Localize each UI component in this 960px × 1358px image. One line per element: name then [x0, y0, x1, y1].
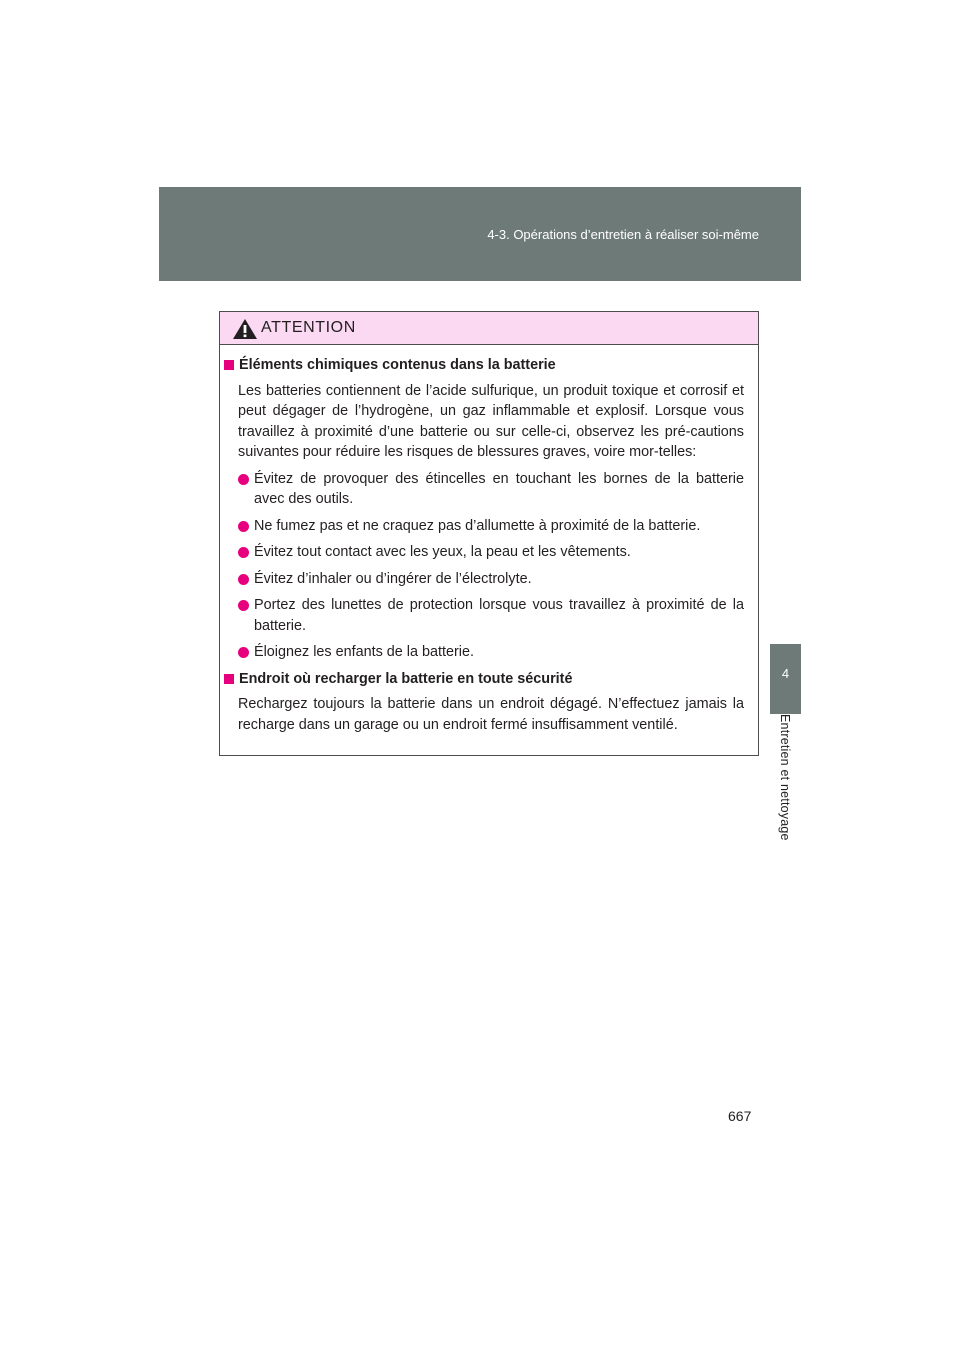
chapter-label: Entretien et nettoyage — [778, 714, 792, 841]
round-bullet-icon — [238, 574, 249, 585]
page-number: 667 — [728, 1108, 752, 1124]
chapter-label-area — [770, 714, 801, 914]
list-item-text: Évitez de provoquer des étincelles en touchant les bornes de la batterie avec des outils. — [254, 470, 744, 507]
chapter-number: 4 — [781, 666, 790, 681]
list-item-text: Portez des lunettes de protection lorsque vous travaillez à proximité de la batterie. — [254, 597, 744, 634]
section-paragraph: Rechargez toujours la batterie dans un endroit dégagé. N’effectuez jamais la recharge dans un garage ou un endroit fermé insuffisamment ventilé. — [238, 696, 744, 733]
round-bullet-icon — [238, 547, 249, 558]
round-bullet-icon — [238, 647, 249, 658]
square-bullet-icon — [224, 674, 234, 684]
section-header-band — [159, 187, 801, 281]
section-heading-text: Éléments chimiques contenus dans la batterie — [239, 357, 556, 373]
list-item — [254, 642, 744, 663]
section-heading — [224, 669, 744, 690]
list-item — [254, 469, 744, 510]
section-heading-text: Endroit où recharger la batterie en toute sécurité — [239, 670, 573, 687]
list-item-text: Éloignez les enfants de la batterie. — [254, 644, 474, 660]
list-item — [254, 542, 744, 563]
section-heading — [224, 355, 744, 376]
list-item-text: Évitez d’inhaler ou d’ingérer de l’électrolyte. — [254, 570, 532, 587]
list-item-text: Ne fumez pas et ne craquez pas d’allumette à proximité de la batterie. — [254, 517, 701, 534]
round-bullet-icon — [238, 600, 249, 611]
round-bullet-icon — [238, 474, 249, 485]
warning-title: ATTENTION — [261, 319, 356, 336]
list-item — [254, 595, 744, 636]
square-bullet-icon — [224, 360, 234, 370]
warning-triangle-icon — [232, 318, 258, 340]
list-item — [254, 569, 744, 590]
section-title: 4-3. Opérations d’entretien à réaliser soi-même — [487, 227, 759, 242]
list-item-text: Évitez tout contact avec les yeux, la peau et les vêtements. — [254, 544, 631, 560]
section-paragraph: Les batteries contiennent de l’acide sulfurique, un produit toxique et corrosif et peut dégager de l’hydrogène, un gaz inflammable et explosif. Lorsque vous travaillez à proximité d’une batterie ou sur celle-ci, observez les pré-cautions suivantes pour réduire les risques de blessures graves, voire mor-telles: — [238, 382, 744, 460]
chapter-side-tab — [770, 644, 801, 914]
list-item — [254, 516, 744, 537]
warning-box — [219, 311, 759, 756]
warning-header — [220, 312, 758, 345]
round-bullet-icon — [238, 521, 249, 532]
warning-body — [220, 345, 758, 735]
